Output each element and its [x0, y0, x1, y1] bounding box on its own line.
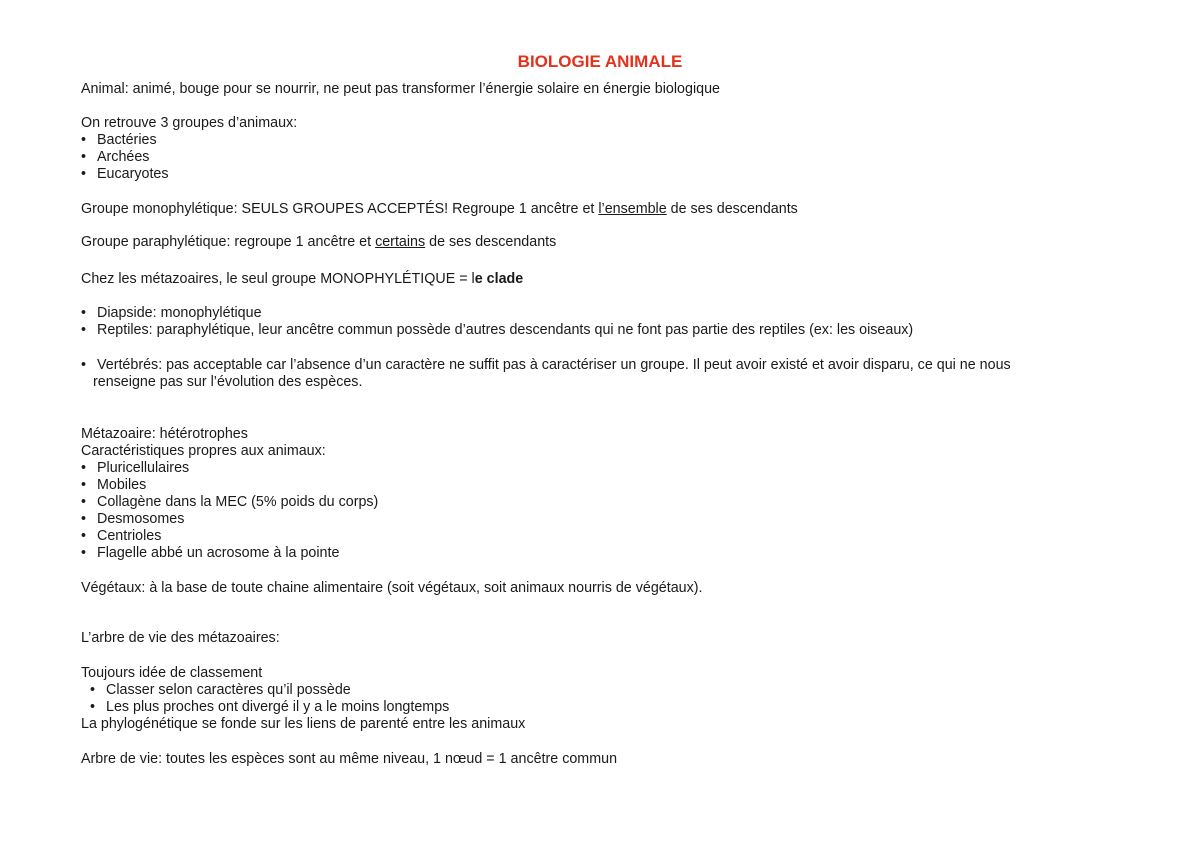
bullet-icon: •: [90, 682, 96, 698]
bullet-icon: •: [81, 528, 87, 544]
bullet-icon: •: [81, 132, 87, 148]
list-item: • Flagelle abbé un acrosome à la pointe: [81, 545, 340, 561]
bullet-icon: •: [81, 511, 87, 527]
bullet-icon: •: [81, 322, 87, 338]
bullet-icon: •: [90, 699, 96, 715]
bullet-icon: •: [81, 477, 87, 493]
list-item: • Pluricellulaires: [81, 460, 190, 476]
clade-line: Chez les métazoaires, le seul groupe MONOPHYLÉTIQUE = le clade: [81, 271, 524, 287]
vegetaux-line: Végétaux: à la base de toute chaine alimentaire (soit végétaux, soit animaux nourris de végétaux).: [81, 580, 703, 596]
list-item: • Mobiles: [81, 477, 147, 493]
paraphyletic-line: Groupe paraphylétique: regroupe 1 ancêtre et certains de ses descendants: [81, 234, 557, 250]
list-item: • Classer selon caractères qu’il possède: [90, 682, 351, 698]
groups-heading: On retrouve 3 groupes d’animaux:: [81, 115, 298, 131]
list-item: • Collagène dans la MEC (5% poids du corps): [81, 494, 379, 510]
bullet-icon: •: [81, 166, 87, 182]
list-item: • Les plus proches ont divergé il y a le moins longtemps: [90, 699, 450, 715]
bullet-icon: •: [81, 494, 87, 510]
bullet-icon: •: [81, 149, 87, 165]
list-item: • Reptiles: paraphylétique, leur ancêtre commun possède d’autres descendants qui ne font pas partie des reptiles (ex: les oiseaux): [81, 322, 914, 338]
list-item: • Desmosomes: [81, 511, 185, 527]
list-item: • Eucaryotes: [81, 166, 169, 182]
metazoaire-line: Métazoaire: hétérotrophes: [81, 426, 248, 442]
arbre-heading: L’arbre de vie des métazoaires:: [81, 630, 280, 646]
arbre-de-vie-line: Arbre de vie: toutes les espèces sont au même niveau, 1 nœud = 1 ancêtre commun: [81, 751, 618, 767]
page-title: BIOLOGIE ANIMALE: [517, 52, 683, 71]
vertebres-continuation: renseigne pas sur l’évolution des espèces.: [93, 374, 363, 390]
list-item: • Archées: [81, 149, 150, 165]
bullet-icon: •: [81, 545, 87, 561]
monophyletic-line: Groupe monophylétique: SEULS GROUPES ACCEPTÉS! Regroupe 1 ancêtre et l’ensemble de ses descendants: [81, 201, 798, 217]
bullet-icon: •: [81, 460, 87, 476]
bullet-icon: •: [81, 357, 87, 373]
list-item: • Diapside: monophylétique: [81, 305, 262, 321]
vertebres-line: • Vertébrés: pas acceptable car l’absence d’un caractère ne suffit pas à caractériser un groupe. Il peut avoir existé et avoir disparu, ce qui ne nous: [81, 357, 1011, 373]
bullet-icon: •: [81, 305, 87, 321]
intro-line: Animal: animé, bouge pour se nourrir, ne peut pas transformer l’énergie solaire en énergie biologique: [81, 81, 720, 97]
phylogenetique-line: La phylogénétique se fonde sur les liens de parenté entre les animaux: [81, 716, 526, 732]
characteristics-heading: Caractéristiques propres aux animaux:: [81, 443, 326, 459]
list-item: • Centrioles: [81, 528, 162, 544]
classement-line: Toujours idée de classement: [81, 665, 263, 681]
list-item: • Bactéries: [81, 132, 157, 148]
